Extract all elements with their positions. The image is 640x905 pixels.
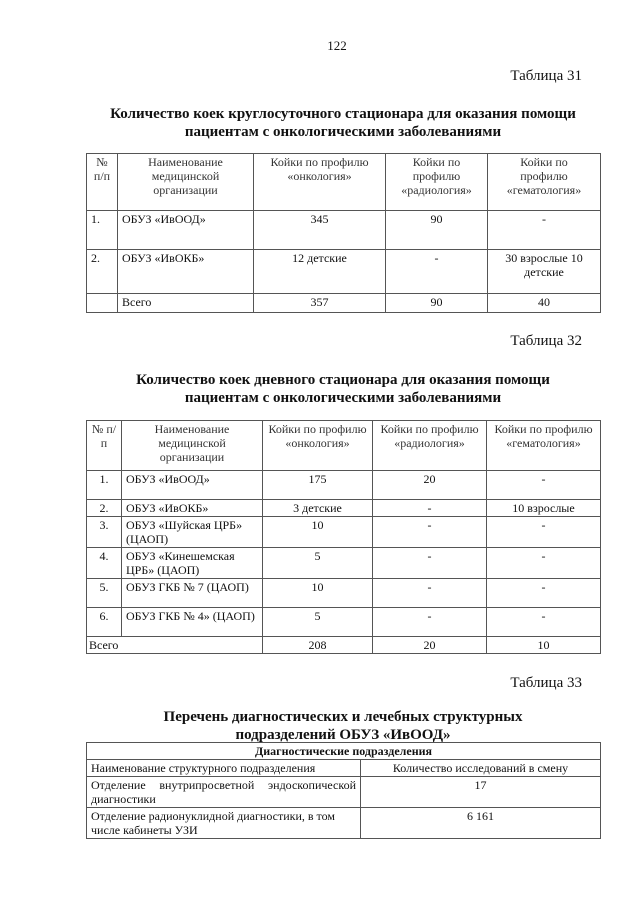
header-row: [87, 154, 601, 211]
cell-value: 6 161: [467, 809, 494, 823]
header-cell: Наименование медицинской организации: [118, 154, 254, 211]
title-line: Перечень диагностических и лечебных структурных: [163, 709, 523, 725]
cell: -: [488, 211, 601, 250]
table-row: [87, 579, 601, 608]
cell: ОБУЗ «Кинешемская ЦРБ» (ЦАОП): [122, 548, 263, 579]
cell: 17: [361, 777, 601, 808]
cell: 12 детские: [254, 250, 386, 294]
table-row: [87, 608, 601, 637]
table31-label: Таблица 31: [510, 68, 582, 84]
cell: [361, 808, 601, 839]
table-row: [87, 211, 601, 250]
cell: 6.: [87, 608, 122, 637]
header-cell: Койки по профилю «онкология»: [254, 154, 386, 211]
cell: 2.: [87, 500, 122, 517]
cell: -: [373, 608, 487, 637]
cell: ОБУЗ «Шуйская ЦРБ» (ЦАОП): [122, 517, 263, 548]
cell: 2.: [87, 250, 118, 294]
table-row: [87, 808, 601, 839]
cell: -: [487, 471, 601, 500]
header-row: [87, 421, 601, 471]
cell: 5: [263, 608, 373, 637]
cell: 90: [386, 211, 488, 250]
table33-title: [86, 708, 600, 744]
table32-title: [86, 371, 600, 407]
cell: 30 взрослые 10 детские: [488, 250, 601, 294]
table-row: [87, 500, 601, 517]
table31-title: [86, 105, 600, 141]
cell: 40: [488, 294, 601, 313]
header-cell: № п/п: [87, 154, 118, 211]
cell: 3 детские: [263, 500, 373, 517]
title-line: Количество коек круглосуточного стационара для оказания помощи: [110, 106, 576, 122]
header-cell: Койки по профилю «радиология»: [373, 421, 487, 471]
table32-label: Таблица 32: [510, 333, 582, 349]
cell: 345: [254, 211, 386, 250]
cell: 1.: [87, 471, 122, 500]
cell: ОБУЗ ГКБ № 4» (ЦАОП): [122, 608, 263, 637]
total-row: [87, 637, 601, 654]
cell: -: [373, 517, 487, 548]
cell: 357: [254, 294, 386, 313]
header-cell: № п/п: [87, 421, 122, 471]
cell: -: [487, 548, 601, 579]
cell: [87, 294, 118, 313]
title-line: Количество коек дневного стационара для оказания помощи: [136, 372, 550, 388]
cell: 208: [263, 637, 373, 654]
cell: 10: [487, 637, 601, 654]
section-header: Диагностические подразделения: [87, 743, 601, 760]
table-row: [87, 517, 601, 548]
cell: ОБУЗ ГКБ № 7 (ЦАОП): [122, 579, 263, 608]
cell: ОБУЗ «ИвОКБ»: [122, 500, 263, 517]
cell: 90: [386, 294, 488, 313]
cell: 175: [263, 471, 373, 500]
cell: ОБУЗ «ИвООД»: [118, 211, 254, 250]
table-row: [87, 548, 601, 579]
table33-label: Таблица 33: [510, 675, 582, 691]
table-row: [87, 471, 601, 500]
header-cell: Койки по профилю «гематология»: [488, 154, 601, 211]
cell: 4.: [87, 548, 122, 579]
table31: [86, 153, 601, 313]
cell: Отделение внутрипросветной эндоскопической диагностики: [87, 777, 361, 808]
header-cell: Наименование медицинской организации: [122, 421, 263, 471]
cell: -: [487, 608, 601, 637]
header-cell: Койки по профилю «гематология»: [487, 421, 601, 471]
cell: 1.: [87, 211, 118, 250]
cell: -: [373, 579, 487, 608]
cell: 10: [263, 517, 373, 548]
cell: 5: [263, 548, 373, 579]
title-line: пациентам с онкологическими заболеваниями: [184, 390, 502, 406]
title-line: подразделений ОБУЗ «ИвООД»: [235, 727, 451, 743]
cell: 20: [373, 471, 487, 500]
cell: 10: [263, 579, 373, 608]
cell: -: [373, 548, 487, 579]
table-row: [87, 777, 601, 808]
title-line: пациентам с онкологическими заболеваниями: [184, 124, 502, 140]
cell: ОБУЗ «ИвООД»: [122, 471, 263, 500]
cell: -: [373, 500, 487, 517]
header-cell: Наименование структурного подразделения: [87, 760, 361, 777]
table32: [86, 420, 601, 654]
cell: ОБУЗ «ИвОКБ»: [118, 250, 254, 294]
cell: -: [487, 579, 601, 608]
cell: Отделение радионуклидной диагностики, в том числе кабинеты УЗИ: [87, 808, 361, 839]
cell: 10 взрослые: [487, 500, 601, 517]
cell: Всего: [87, 637, 263, 654]
cell: -: [487, 517, 601, 548]
page-number: 122: [327, 38, 347, 53]
header-cell: Койки по профилю «онкология»: [263, 421, 373, 471]
cell: Всего: [118, 294, 254, 313]
table33: [86, 742, 601, 839]
table-row: [87, 250, 601, 294]
cell: -: [386, 250, 488, 294]
header-cell: Количество исследований в смену: [361, 760, 601, 777]
table-row: [87, 294, 601, 313]
cell: 3.: [87, 517, 122, 548]
cell: 5.: [87, 579, 122, 608]
cell: 20: [373, 637, 487, 654]
header-cell: Койки по профилю «радиология»: [386, 154, 488, 211]
